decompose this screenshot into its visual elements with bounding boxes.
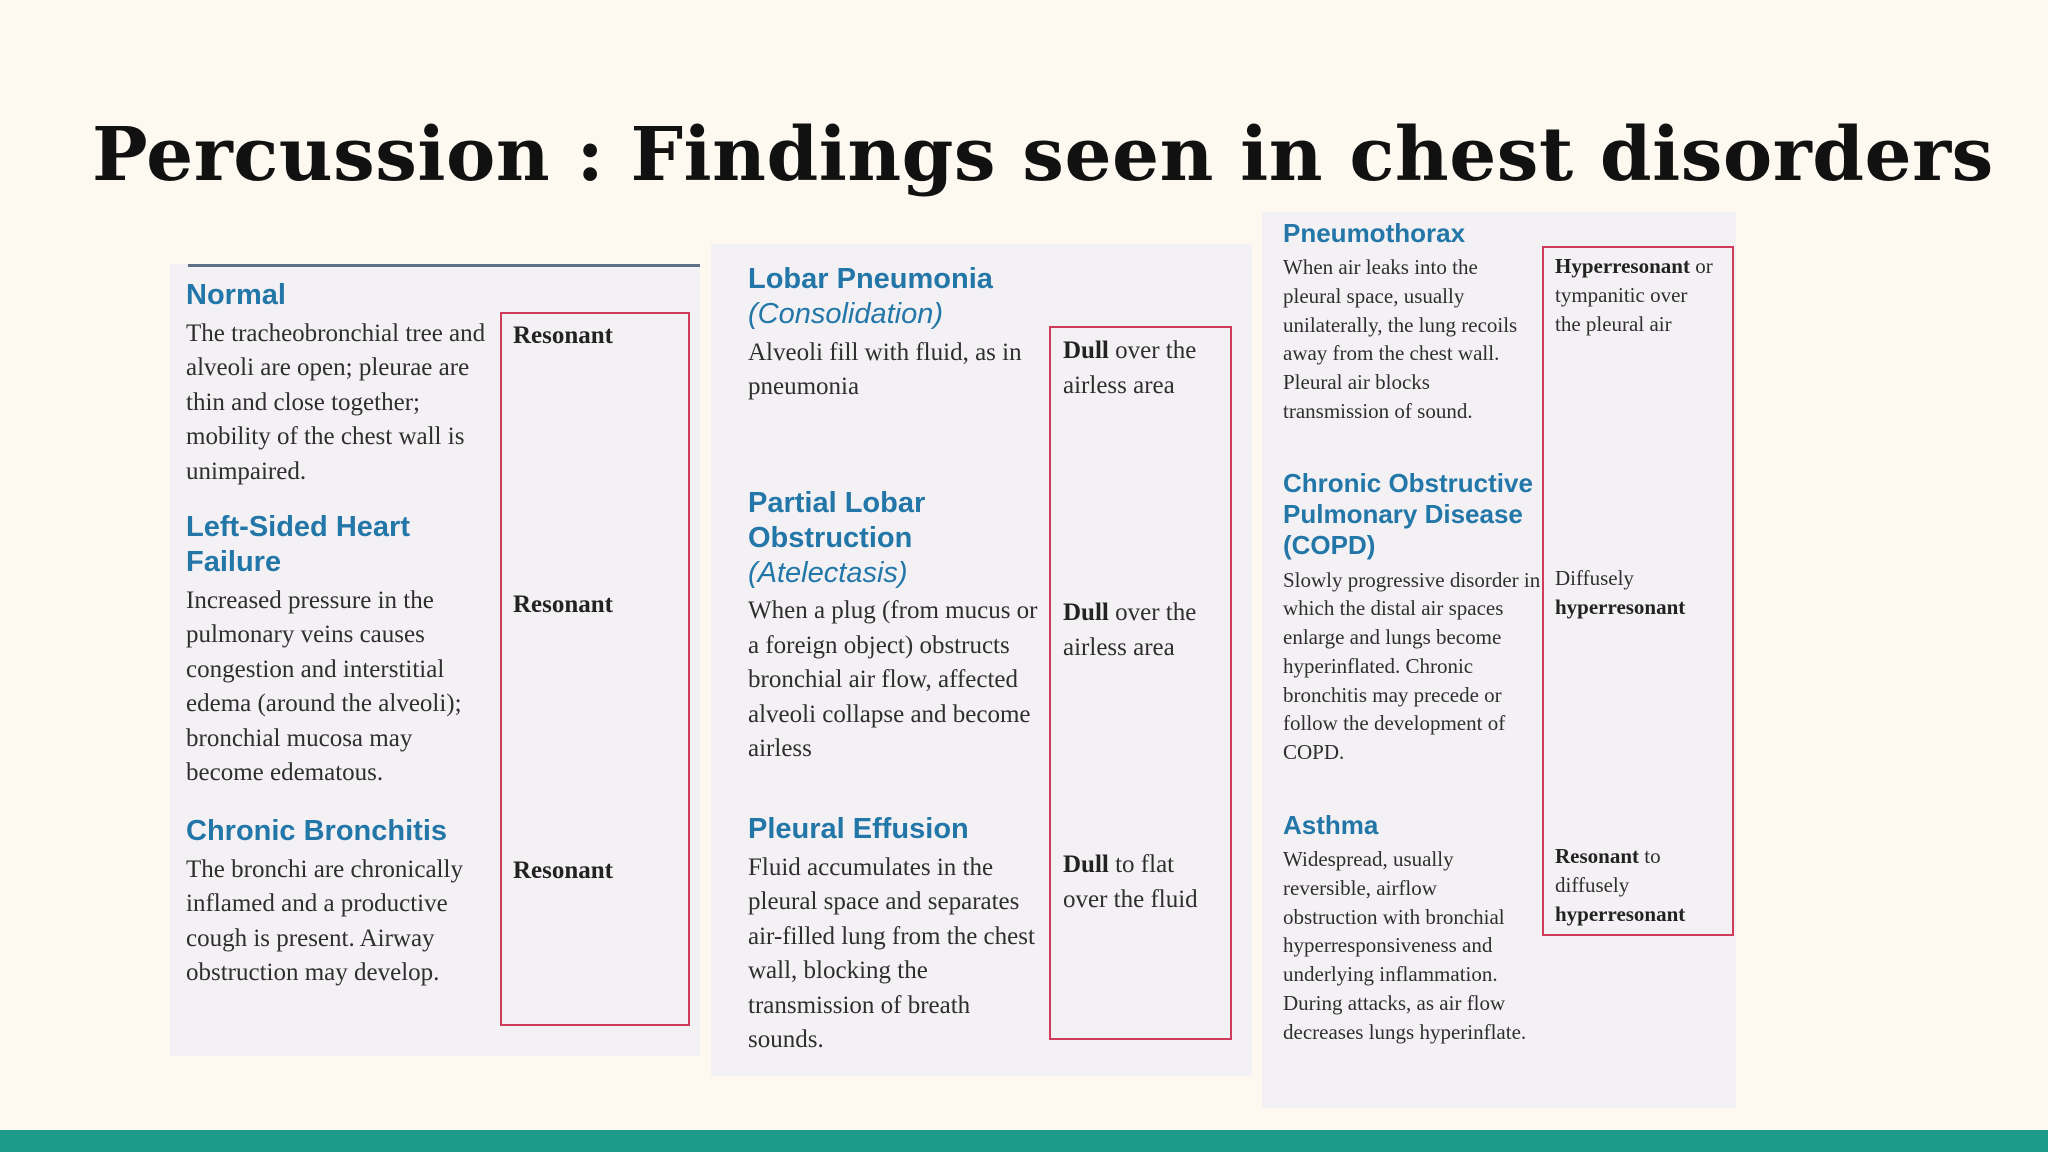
condition-heading: Pneumothorax — [1283, 218, 1466, 248]
condition-heading: Asthma — [1283, 810, 1379, 840]
percussion-finding: Resonant — [513, 591, 614, 618]
findings-box — [500, 312, 690, 1026]
percussion-finding: Resonant — [513, 857, 614, 884]
condition-heading: Chronic Bronchitis — [186, 815, 448, 847]
condition-subheading: (Consolidation) — [748, 297, 944, 330]
condition-heading: Partial Lobar Obstruction — [748, 487, 926, 554]
condition-description: Slowly progressive disorder in which the distal air spaces enlarge and lungs become hyperinflated. Chronic bronchitis may precede or follow the development of COPD. — [1283, 567, 1541, 765]
condition-description: Widespread, usually reversible, airflow obstruction with bronchial hyperresponsiveness and underlying inflammation. During attacks, as air flow decreases lungs hyperinflate. — [1283, 847, 1527, 1044]
condition-asthma — [1283, 810, 1533, 1047]
condition-left-sided-heart-failure — [186, 510, 486, 791]
condition-heading: Left-Sided Heart Failure — [186, 511, 410, 578]
percussion-finding: Resonant — [513, 322, 614, 349]
percussion-finding: Resonant to diffusely hyperresonant — [1555, 844, 1686, 926]
condition-heading: Chronic Obstructive Pulmonary Disease (COPD) — [1283, 468, 1533, 561]
condition-copd — [1283, 468, 1543, 767]
condition-subheading: (Atelectasis) — [748, 556, 908, 589]
condition-description: The bronchi are chronically inflamed and a productive cough is present. Airway obstruction may develop. — [186, 855, 463, 987]
condition-description: Alveoli fill with fluid, as in pneumonia — [748, 338, 1022, 401]
panel-middle — [711, 244, 1252, 1076]
percussion-finding: Hyperresonant or tympanitic over the pleural air — [1555, 254, 1713, 336]
condition-description: Increased pressure in the pulmonary veins causes congestion and interstitial edema (around the alveoli); bronchial mucosa may become edematous. — [186, 586, 462, 787]
condition-partial-lobar-obstruction — [748, 486, 1048, 767]
panel-left — [170, 264, 700, 1056]
condition-heading: Lobar Pneumonia — [748, 263, 993, 295]
condition-heading: Pleural Effusion — [748, 813, 969, 845]
condition-pleural-effusion — [748, 812, 1038, 1058]
percussion-finding: Dull over the airless area — [1063, 337, 1197, 399]
footer-accent-bar — [0, 1130, 2048, 1152]
condition-description: The tracheobronchial tree and alveoli are open; pleurae are thin and close together; mobility of the chest wall is unimpaired. — [186, 319, 486, 485]
panel-right — [1262, 212, 1736, 1108]
panel-top-rule — [188, 264, 700, 267]
condition-lobar-pneumonia — [748, 262, 1038, 405]
percussion-finding: Diffusely hyperresonant — [1555, 566, 1686, 619]
findings-box — [1049, 326, 1232, 1040]
condition-description: When a plug (from mucus or a foreign object) obstructs bronchial air flow, affected alveoli collapse and become airless — [748, 597, 1038, 763]
condition-pneumothorax — [1283, 218, 1533, 426]
slide-title: Percussion : Findings seen in chest disorders — [92, 112, 1994, 198]
percussion-finding: Dull to flat over the fluid — [1063, 851, 1198, 913]
condition-chronic-bronchitis — [186, 814, 486, 991]
percussion-finding: Dull over the airless area — [1063, 599, 1197, 661]
condition-description: When air leaks into the pleural space, usually unilaterally, the lung recoils away from the chest wall. Pleural air blocks transmission of sound. — [1283, 255, 1518, 424]
condition-normal — [186, 278, 486, 489]
condition-description: Fluid accumulates in the pleural space and separates air-filled lung from the chest wall, blocking the transmission of breath sounds. — [748, 853, 1035, 1054]
condition-heading: Normal — [186, 279, 286, 311]
